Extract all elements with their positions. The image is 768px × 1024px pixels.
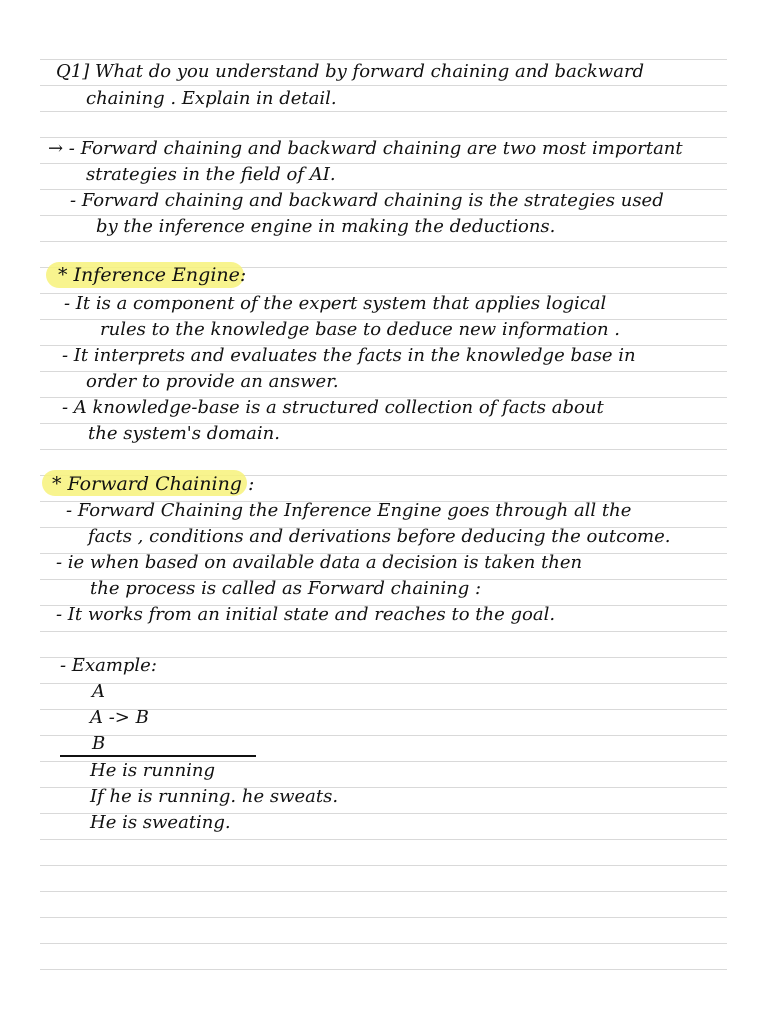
question-line-2: chaining . Explain in detail. xyxy=(86,88,337,109)
rule-line xyxy=(40,111,727,112)
rule-line xyxy=(40,241,727,242)
example-symbol-a-implies-b: A -> B xyxy=(90,707,149,728)
intro-line-4: by the inference engine in making the deductions. xyxy=(96,216,556,237)
example-divider xyxy=(60,755,256,757)
forward-bullet-1-line-2: facts , conditions and derivations before deducing the outcome. xyxy=(88,526,671,547)
example-symbol-a: A xyxy=(92,681,105,702)
inference-bullet-2-line-2: order to provide an answer. xyxy=(86,371,339,392)
inference-bullet-2-line-1: - It interprets and evaluates the facts in the knowledge base in xyxy=(62,345,636,366)
example-english-1: He is running xyxy=(90,760,216,781)
rule-line xyxy=(40,917,727,918)
forward-chaining-heading: * Forward Chaining : xyxy=(52,473,255,495)
rule-line xyxy=(40,449,727,450)
rule-line xyxy=(40,865,727,866)
question-line-1: Q1] What do you understand by forward chaining and backward xyxy=(56,61,645,82)
inference-engine-heading: * Inference Engine: xyxy=(58,264,247,286)
rule-line xyxy=(40,969,727,970)
example-label: - Example: xyxy=(60,655,157,676)
intro-line-3: - Forward chaining and backward chaining is the strategies used xyxy=(70,190,664,211)
inference-bullet-1-line-2: rules to the knowledge base to deduce new information . xyxy=(100,319,621,340)
forward-bullet-2-line-1: - ie when based on available data a decision is taken then xyxy=(56,552,583,573)
forward-bullet-3-line-1: - It works from an initial state and reaches to the goal. xyxy=(56,604,556,625)
rule-line xyxy=(40,85,727,86)
rule-line xyxy=(40,683,727,684)
inference-bullet-3-line-1: - A knowledge-base is a structured collection of facts about xyxy=(62,397,604,418)
inference-bullet-1-line-1: - It is a component of the expert system that applies logical xyxy=(64,293,607,314)
example-symbol-b: B xyxy=(92,733,106,754)
example-english-2: If he is running. he sweats. xyxy=(90,786,339,807)
forward-bullet-1-line-1: - Forward Chaining the Inference Engine goes through all the xyxy=(66,500,632,521)
rule-line xyxy=(40,631,727,632)
rule-line xyxy=(40,735,727,736)
intro-line-2: strategies in the field of AI. xyxy=(86,164,336,185)
forward-bullet-2-line-2: the process is called as Forward chaining : xyxy=(90,578,482,599)
rule-line xyxy=(40,943,727,944)
intro-line-1: → - Forward chaining and backward chaining are two most important xyxy=(48,138,683,159)
example-english-3: He is sweating. xyxy=(90,812,231,833)
inference-bullet-3-line-2: the system's domain. xyxy=(88,423,280,444)
rule-line xyxy=(40,891,727,892)
rule-line xyxy=(40,839,727,840)
